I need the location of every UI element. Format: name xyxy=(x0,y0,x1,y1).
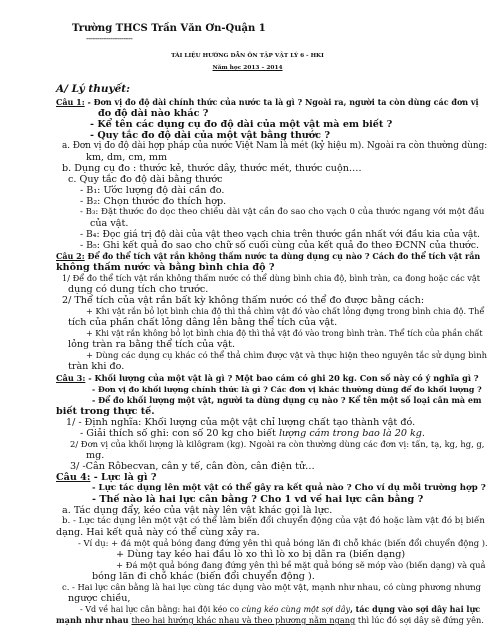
q1-question-line-4: - Quy tắc đo độ dài của một vật bằng thước ? xyxy=(90,130,330,141)
q4-answer-c-1: c. - Hai lực cân bằng là hai lực cùng tác dụng vào một vật, mạnh như nhau, có cùng phương nhưng xyxy=(62,582,481,592)
q1-label: Câu 1: xyxy=(56,97,85,107)
q2-answer-3b: tích của phần chất lỏng dâng lên bằng thể tích của vật. xyxy=(68,317,338,328)
q4-answer-b-2: dạng. Hai kết quả này có thể cùng xảy ra. xyxy=(56,527,260,538)
q4-example-4: bóng lăn đi chỗ khác (biến đổi chuyển động ). xyxy=(92,571,315,582)
q4-example-3: + Đá một quả bóng đang đứng yên thì bề mặt quả bóng sẽ móp vào (biến dạng) và quả xyxy=(116,560,486,570)
q4-balanced-forces-example-2 xyxy=(56,615,484,626)
q1-answer-b: b. Dụng cụ đo : thước kẻ, thước dây, thước mét, thước cuộn…. xyxy=(62,163,362,174)
q2-question-line-2: không thấm nước và bằng bình chia độ ? xyxy=(56,262,275,273)
q4-question-line-3: - Thế nào là hai lực cân bằng ? Cho 1 vd về hai lực cân bằng ? xyxy=(92,494,424,505)
q4-answer-b-1: b. - Lực tác dụng lên một vật có thể làm biến đổi chuyển động của vật đó hoặc làm vật đó bị biến xyxy=(62,516,485,526)
q3-question-line-4: biết trong thực tế. xyxy=(56,406,155,417)
q3-answer-2-emphasis: lượng cám trong bao là 20 kg. xyxy=(278,428,425,439)
q4-text-1: - Lực là gì ? xyxy=(90,472,157,483)
document-title: TÀI LIỆU HƯỚNG DẪN ÔN TẬP VẬT LÝ 6 - HKI xyxy=(171,53,324,59)
school-underline: --------------------- xyxy=(86,34,133,43)
q4-label: Câu 4: xyxy=(56,472,91,483)
q3-answer-3b: mg. xyxy=(86,450,105,461)
q4-question-line-1 xyxy=(56,472,156,483)
q3-question-line-2: - Đơn vị đo khối lượng chính thức là gì ? Các đơn vị khác thường dùng để đo khối lượng ? xyxy=(92,385,482,394)
school-name: Trường THCS Trần Văn Ơn-Quận 1 xyxy=(72,23,266,34)
q4-vd1-text: - Vd về hai lực cân bằng: hai đội kéo co xyxy=(80,605,242,614)
q4-vd1-emphasis: cùng kéo cùng một sợi dây xyxy=(241,605,351,614)
q4-question-line-2: - Lực tác dụng lên một vật có thể gây ra kết quả nào ? Cho ví dụ mỗi trường hợp ? xyxy=(92,483,486,493)
q1-step-1: - B₁: Ước lượng độ dài cần đo. xyxy=(80,185,225,196)
q1-question-line-2: đo độ dài nào khác ? xyxy=(98,108,209,119)
q4-vd1-bold: , tác dụng vào sợi dây hai lực xyxy=(350,604,481,614)
q2-answer-1a: 1/ Để đo thể tích vật rắn không thấm nước có thể dùng bình chia độ, bình tràn, ca đong hoặc các vật xyxy=(62,273,481,283)
q1-answer-a-2: km, dm, cm, mm xyxy=(86,152,168,163)
q3-text-1: - Khối lượng của một vật là gì ? Một bao cám có ghi 20 kg. Con số này có ý nghĩa gì ? xyxy=(85,373,479,383)
q4-example-2: + Dùng tay kéo hai đầu lò xo thì lò xo bị dãn ra (biến dạng) xyxy=(116,549,406,560)
q1-text-1: - Đơn vị đo độ dài chính thức của nước ta là gì ? Ngoài ra, người ta còn dùng các đơn vị xyxy=(84,97,479,107)
q4-answer-a: a. Tác dụng đẩy, kéo của vật này lên vật khác gọi là lực. xyxy=(62,505,333,516)
q4-vd2-text: thì lúc đó sợi dây sẽ đứng yên. xyxy=(355,615,484,625)
q1-answer-a-1: a. Đơn vị đo độ dài hợp pháp của nước Việt Nam là mét (kỷ hiệu m). Ngoài ra còn thường dùng: xyxy=(62,141,488,151)
q1-step-3b: của vật. xyxy=(90,218,129,229)
q1-step-2: - B₂: Chọn thước đo thích hợp. xyxy=(80,196,227,207)
q2-answer-4a: + Khi vật rắn không bỏ lọt bình chia độ thì thả vật đó vào trong bình tràn. Thể tích của phần chất xyxy=(86,329,483,338)
q1-answer-c: c. Quy tắc đo độ dài bằng thước xyxy=(68,174,223,185)
q2-answer-4b: lỏng tràn ra bằng thể tích của vật. xyxy=(68,339,236,350)
q2-answer-1b: dụng có dung tích cho trước. xyxy=(68,284,209,295)
q4-vd2-bold: mạnh như nhau xyxy=(56,615,132,625)
q3-answer-4: 3/ -Cân Rôbecvan, cân y tế, cân đòn, cân điện tử… xyxy=(70,461,315,472)
q2-answer-2: 2/ Thể tích của vật rắn bất kỳ không thấm nước có thể đo được bằng cách: xyxy=(62,295,425,306)
q3-question-line-3: - Để đo khối lượng một vật, người ta dùng dụng cụ nào ? Kể tên một số loại cân mà em xyxy=(92,395,482,405)
q3-answer-1: 1/ - Định nghĩa: Khối lượng của một vật chỉ lượng chất tạo thành vật đó. xyxy=(66,417,416,428)
q4-example-1: - Ví dụ: + đá một quả bóng đang đứng yên thì quả bóng lăn đi chỗ khác (biến đổi chuyển động ). xyxy=(78,538,488,548)
q4-vd2-underlined: theo hai hướng khác nhau và theo phương nằm ngang xyxy=(131,615,356,625)
q1-question-line-3: - Kể tên các dụng cụ đo độ dài của một vật mà em biết ? xyxy=(90,119,393,130)
q3-label: Câu 3: xyxy=(56,373,86,383)
q1-step-5: - B₅: Ghi kết quả đo sao cho chữ số cuối cùng của kết quả đo theo ĐCNN của thước. xyxy=(80,240,479,251)
q2-text-1: Để đo thể tích vật rắn không thấm nước ta dùng dụng cụ nào ? Cách đo thể tích vật rắn xyxy=(84,251,481,261)
q1-question-line-1 xyxy=(56,97,479,108)
q2-answer-3a: + Khi vật rắn bỏ lọt bình chia độ thì thả chìm vật đó vào chất lỏng đựng trong bình chia độ. Thể xyxy=(86,306,485,316)
section-theory-heading: A/ Lý thuyết: xyxy=(56,83,131,95)
q1-step-3a: - B₃: Đặt thước đo dọc theo chiều dài vật cần đo sao cho vạch 0 của thước ngang với một đầu xyxy=(80,207,485,217)
q3-answer-2-text: - Giải thích số ghi: con số 20 kg cho biết xyxy=(80,428,279,439)
q1-step-4: - B₄: Đọc giá trị độ dài của vật theo vạch chia trên thước gần nhất với đầu kia của vật. xyxy=(80,229,480,240)
school-year: Năm học 2013 – 2014 xyxy=(212,65,283,71)
q3-question-line-1 xyxy=(56,373,479,384)
q3-answer-3: 2/ Đơn vị của khối lượng là kilôgram (kg). Ngoài ra còn thường dùng các đơn vị: tấn, tạ, kg, hg, g, xyxy=(70,439,485,449)
q2-question-line-1 xyxy=(56,251,480,262)
q3-answer-2 xyxy=(80,428,425,439)
q4-answer-c-2: ngược chiều, xyxy=(68,593,131,604)
q2-answer-5b: tràn khi đo. xyxy=(68,361,125,372)
q2-answer-5a: + Dùng các dụng cụ khác có thể thả chìm được vật và thực hiện theo nguyên tắc sử dụng bình xyxy=(86,350,487,360)
q4-balanced-forces-example-1 xyxy=(80,604,480,615)
q2-label: Câu 2: xyxy=(56,251,85,261)
